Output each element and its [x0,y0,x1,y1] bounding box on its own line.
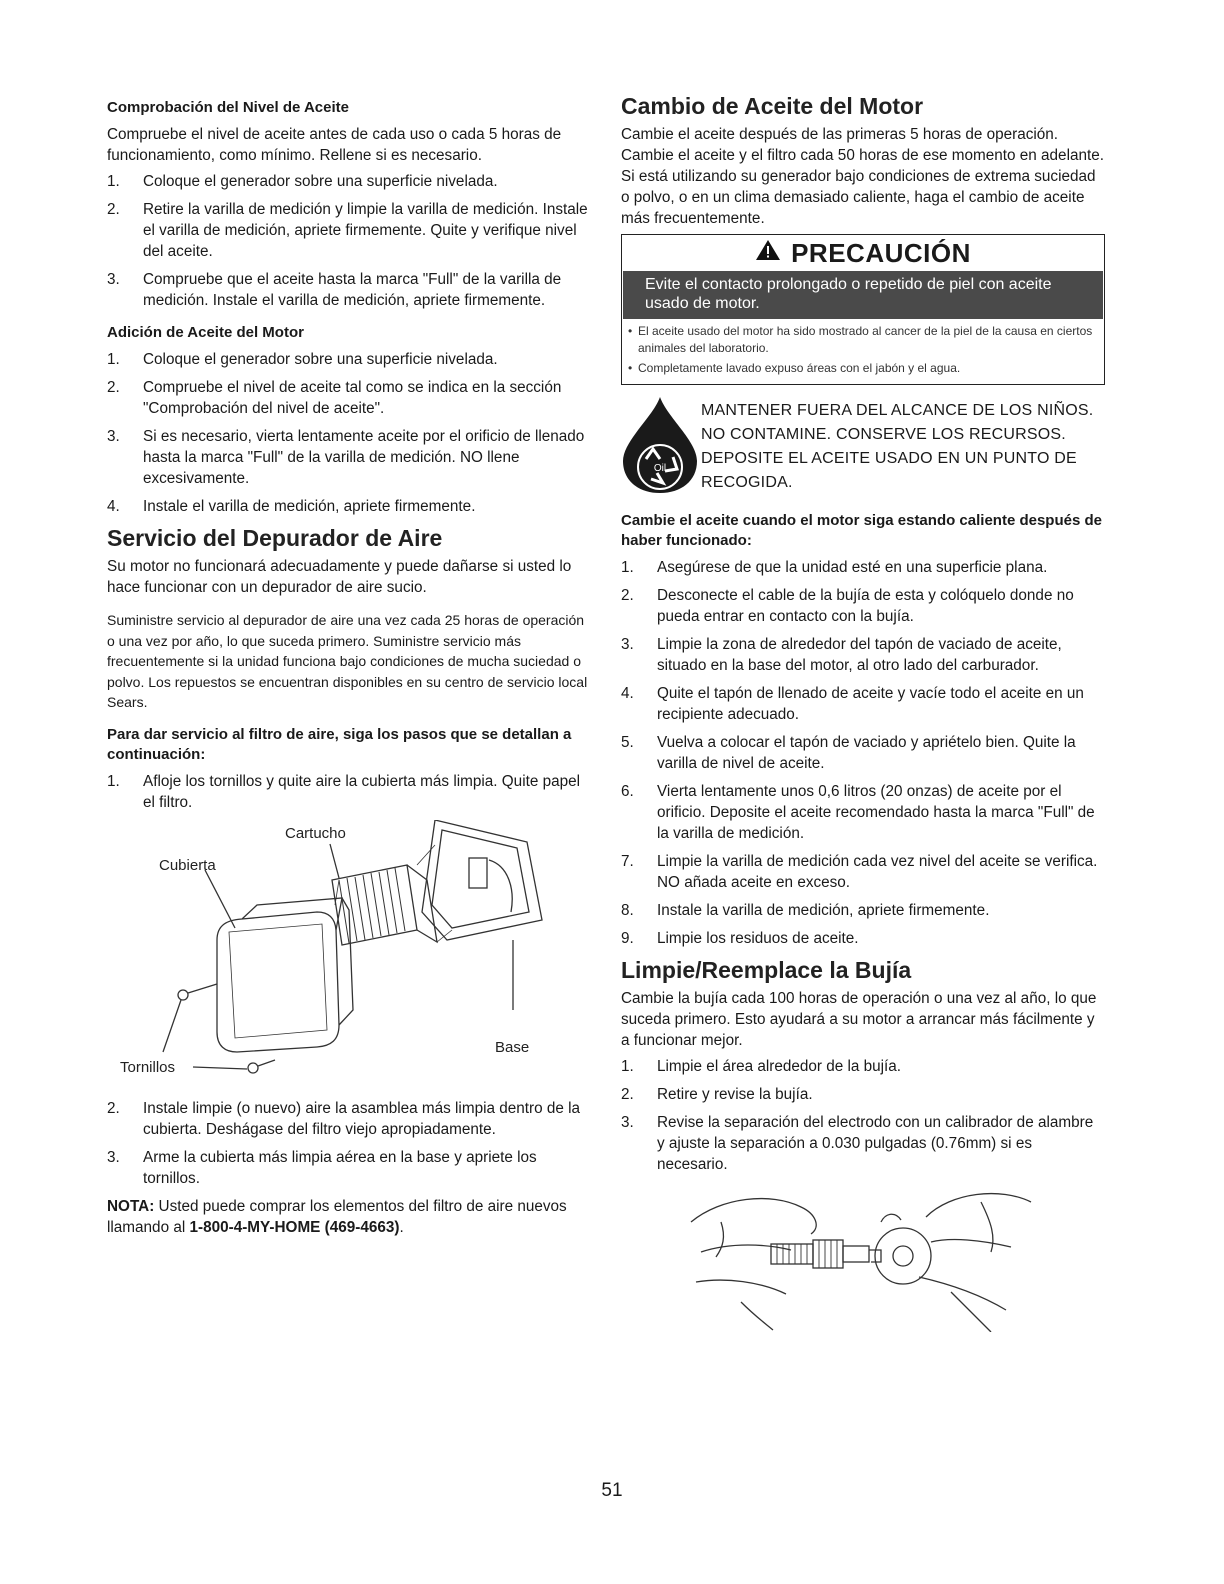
label-cartucho: Cartucho [285,824,346,842]
list-item: 7. Limpie la varilla de medición cada vez nivel del aceite se verifica. NO añada aceite en exceso. [621,853,1098,891]
caution-header [622,235,1104,271]
oil-level-steps [107,171,592,311]
list-item: 1. Afloje los tornillos y quite aire la cubierta más limpia. Quite papel el filtro. [107,772,581,811]
label-tornillos: Tornillos [120,1058,176,1076]
list-item: 3. Limpie la zona de alrededor del tapón de vaciado de aceite, situado en la base del motor, al otro lado del carburador. [621,636,1062,674]
caution-bar: Evite el contacto prolongado o repetido de piel con aceite usado de motor. [623,271,1103,319]
list-item: 2. Compruebe el nivel de aceite tal como se indica en la sección "Comprobación del nivel de aceite". [107,379,562,417]
list-item: 2. Desconecte el cable de la bujía de esta y colóquelo donde no pueda entrar en contacto con la bujía. [621,587,1074,625]
oil-recycle-block [621,395,1105,495]
caution-list [622,319,1104,384]
air-filter-steps-a [107,771,592,813]
air-cleaner-intro: Su motor no funcionará adecuadamente y puede dañarse si usted lo hace funcionar con un depurador de aire sucio. [107,558,572,596]
oil-drop-recycle-icon [621,395,699,495]
page-number: 51 [601,1480,623,1501]
list-item: 3. Si es necesario, vierta lentamente aceite por el orificio de llenado hasta la marca "Full" de la varilla de medición. NO llene excesivamente. [107,428,585,487]
oil-change-steps [621,557,1105,949]
list-item: 2. Instale limpie (o nuevo) aire la asamblea más limpia dentro de la cubierta. Deshágase del filtro viejo apropiadamente. [107,1099,581,1138]
oil-change-subtitle: Cambie el aceite cuando el motor siga estando caliente después de haber funcionado: [621,512,1102,549]
list-item: 1. Limpie el área alrededor de la bujía. [621,1058,902,1075]
nota-label: NOTA: [107,1197,155,1215]
nota-text: Usted puede comprar los elementos del filtro de aire nuevos llamando al [107,1197,567,1236]
spark-plug-figure [681,1182,1041,1332]
left-column [107,98,592,1243]
label-cubierta: Cubierta [159,856,216,874]
nota-phone: 1-800-4-MY-HOME (469-4663) [189,1218,400,1236]
list-item: • Completamente lavado expuso áreas con el jabón y el agua. [628,361,961,375]
spark-plug-gap-illustration [681,1182,1041,1332]
list-item: 5. Vuelva a colocar el tapón de vaciado y apriételo bien. Quite la varilla de nivel de aceite. [621,734,1076,772]
oil-icon-label: Oil [653,463,667,474]
oil-change-intro: Cambie el aceite después de las primeras 5 horas de operación. Cambie el aceite y el filtro cada 50 horas de ese momento en adelante. Si está utilizando su generador bajo condiciones de extrema suciedad o polvo, o en un clima demasiado caliente, haga el cambio de aceite más frecuentemente. [621,126,1104,227]
list-item: 4. Quite el tapón de llenado de aceite y vacíe todo el aceite en un recipiente adecuado. [621,685,1084,723]
spark-plug-intro: Cambie la bujía cada 100 horas de operación o una vez al año, lo que suceda primero. Esto ayudará a su motor a arrancar más fácilmente y a funcionar mejor. [621,990,1097,1049]
caution-box [621,234,1105,385]
nota-paragraph [107,1196,592,1238]
spark-plug-steps [621,1056,1105,1175]
section-title-oil-change: Cambio de Aceite del Motor [621,93,924,119]
list-item: 3. Arme la cubierta más limpia aérea en la base y apriete los tornillos. [107,1148,537,1187]
nota-end: . [399,1218,404,1236]
label-base: Base [495,1038,530,1056]
section-title-spark-plug: Limpie/Reemplace la Bujía [621,957,912,983]
list-item: • El aceite usado del motor ha sido mostrado al cancer de la piel de la causa en ciertos animales del laboratorio. [628,324,1093,355]
list-item: 1. Asegúrese de que la unidad esté en una superficie plana. [621,559,1048,576]
right-column [621,92,1105,1344]
air-filter-steps-b [107,1098,592,1189]
list-item: 8. Instale la varilla de medición, apriete firmemente. [621,902,990,919]
warning-triangle-icon [755,239,781,267]
list-item: 6. Vierta lentamente unos 0,6 litros (20 onzas) de aceite por el orificio. Deposite el aceite recomendado hasta la marca "Full" de la varilla de medición. [621,783,1095,842]
air-cleaner-service-note: Suministre servicio al depurador de aire una vez cada 25 horas de operación o una vez por año, lo que suceda primero. Suministre servicio más frecuentemente si la unidad funciona bajo condiciones de mucha suciedad o polvo. Los repuestos se encuentran disponibles en su centro de servicio local Sears. [107,612,588,710]
list-item: 3. Compruebe que el aceite hasta la marca "Full" de la varilla de medición. Instale el varilla de medición, apriete firmemente. [107,271,562,309]
caution-title: PRECAUCIÓN [791,237,971,268]
list-item: 9. Limpie los residuos de aceite. [621,930,859,947]
section-title-add-oil: Adición de Aceite del Motor [107,324,304,341]
list-item: 1. Coloque el generador sobre una superficie nivelada. [107,351,498,368]
add-oil-steps [107,349,592,517]
list-item: 2. Retire la varilla de medición y limpie la varilla de medición. Instale el varilla de medición, apriete firmemente. Quite y verifique nivel del aceite. [107,201,588,260]
list-item: 3. Revise la separación del electrodo con un calibrador de alambre y ajuste la separación a 0.030 pulgadas (0.76mm) si es necesario. [621,1114,1094,1173]
air-filter-figure [117,820,557,1086]
oil-recycle-text: MANTENER FUERA DEL ALCANCE DE LOS NIÑOS. NO CONTAMINE. CONSERVE LOS RECURSOS. DEPOSITE EL ACEITE USADO EN UN PUNTO DE RECOGIDA. [701,402,1094,491]
list-item: 4. Instale el varilla de medición, apriete firmemente. [107,498,476,515]
section-title-oil-level: Comprobación del Nivel de Aceite [107,99,349,116]
list-item: 2. Retire y revise la bujía. [621,1086,813,1103]
oil-level-intro: Compruebe el nivel de aceite antes de cada uso o cada 5 horas de funcionamiento, como mínimo. Rellene si es necesario. [107,126,562,164]
list-item: 1. Coloque el generador sobre una superficie nivelada. [107,173,498,190]
air-filter-subtitle: Para dar servicio al filtro de aire, siga los pasos que se detallan a continuación: [107,725,572,763]
section-title-air-cleaner: Servicio del Depurador de Aire [107,525,443,551]
air-filter-diagram [117,820,557,1086]
